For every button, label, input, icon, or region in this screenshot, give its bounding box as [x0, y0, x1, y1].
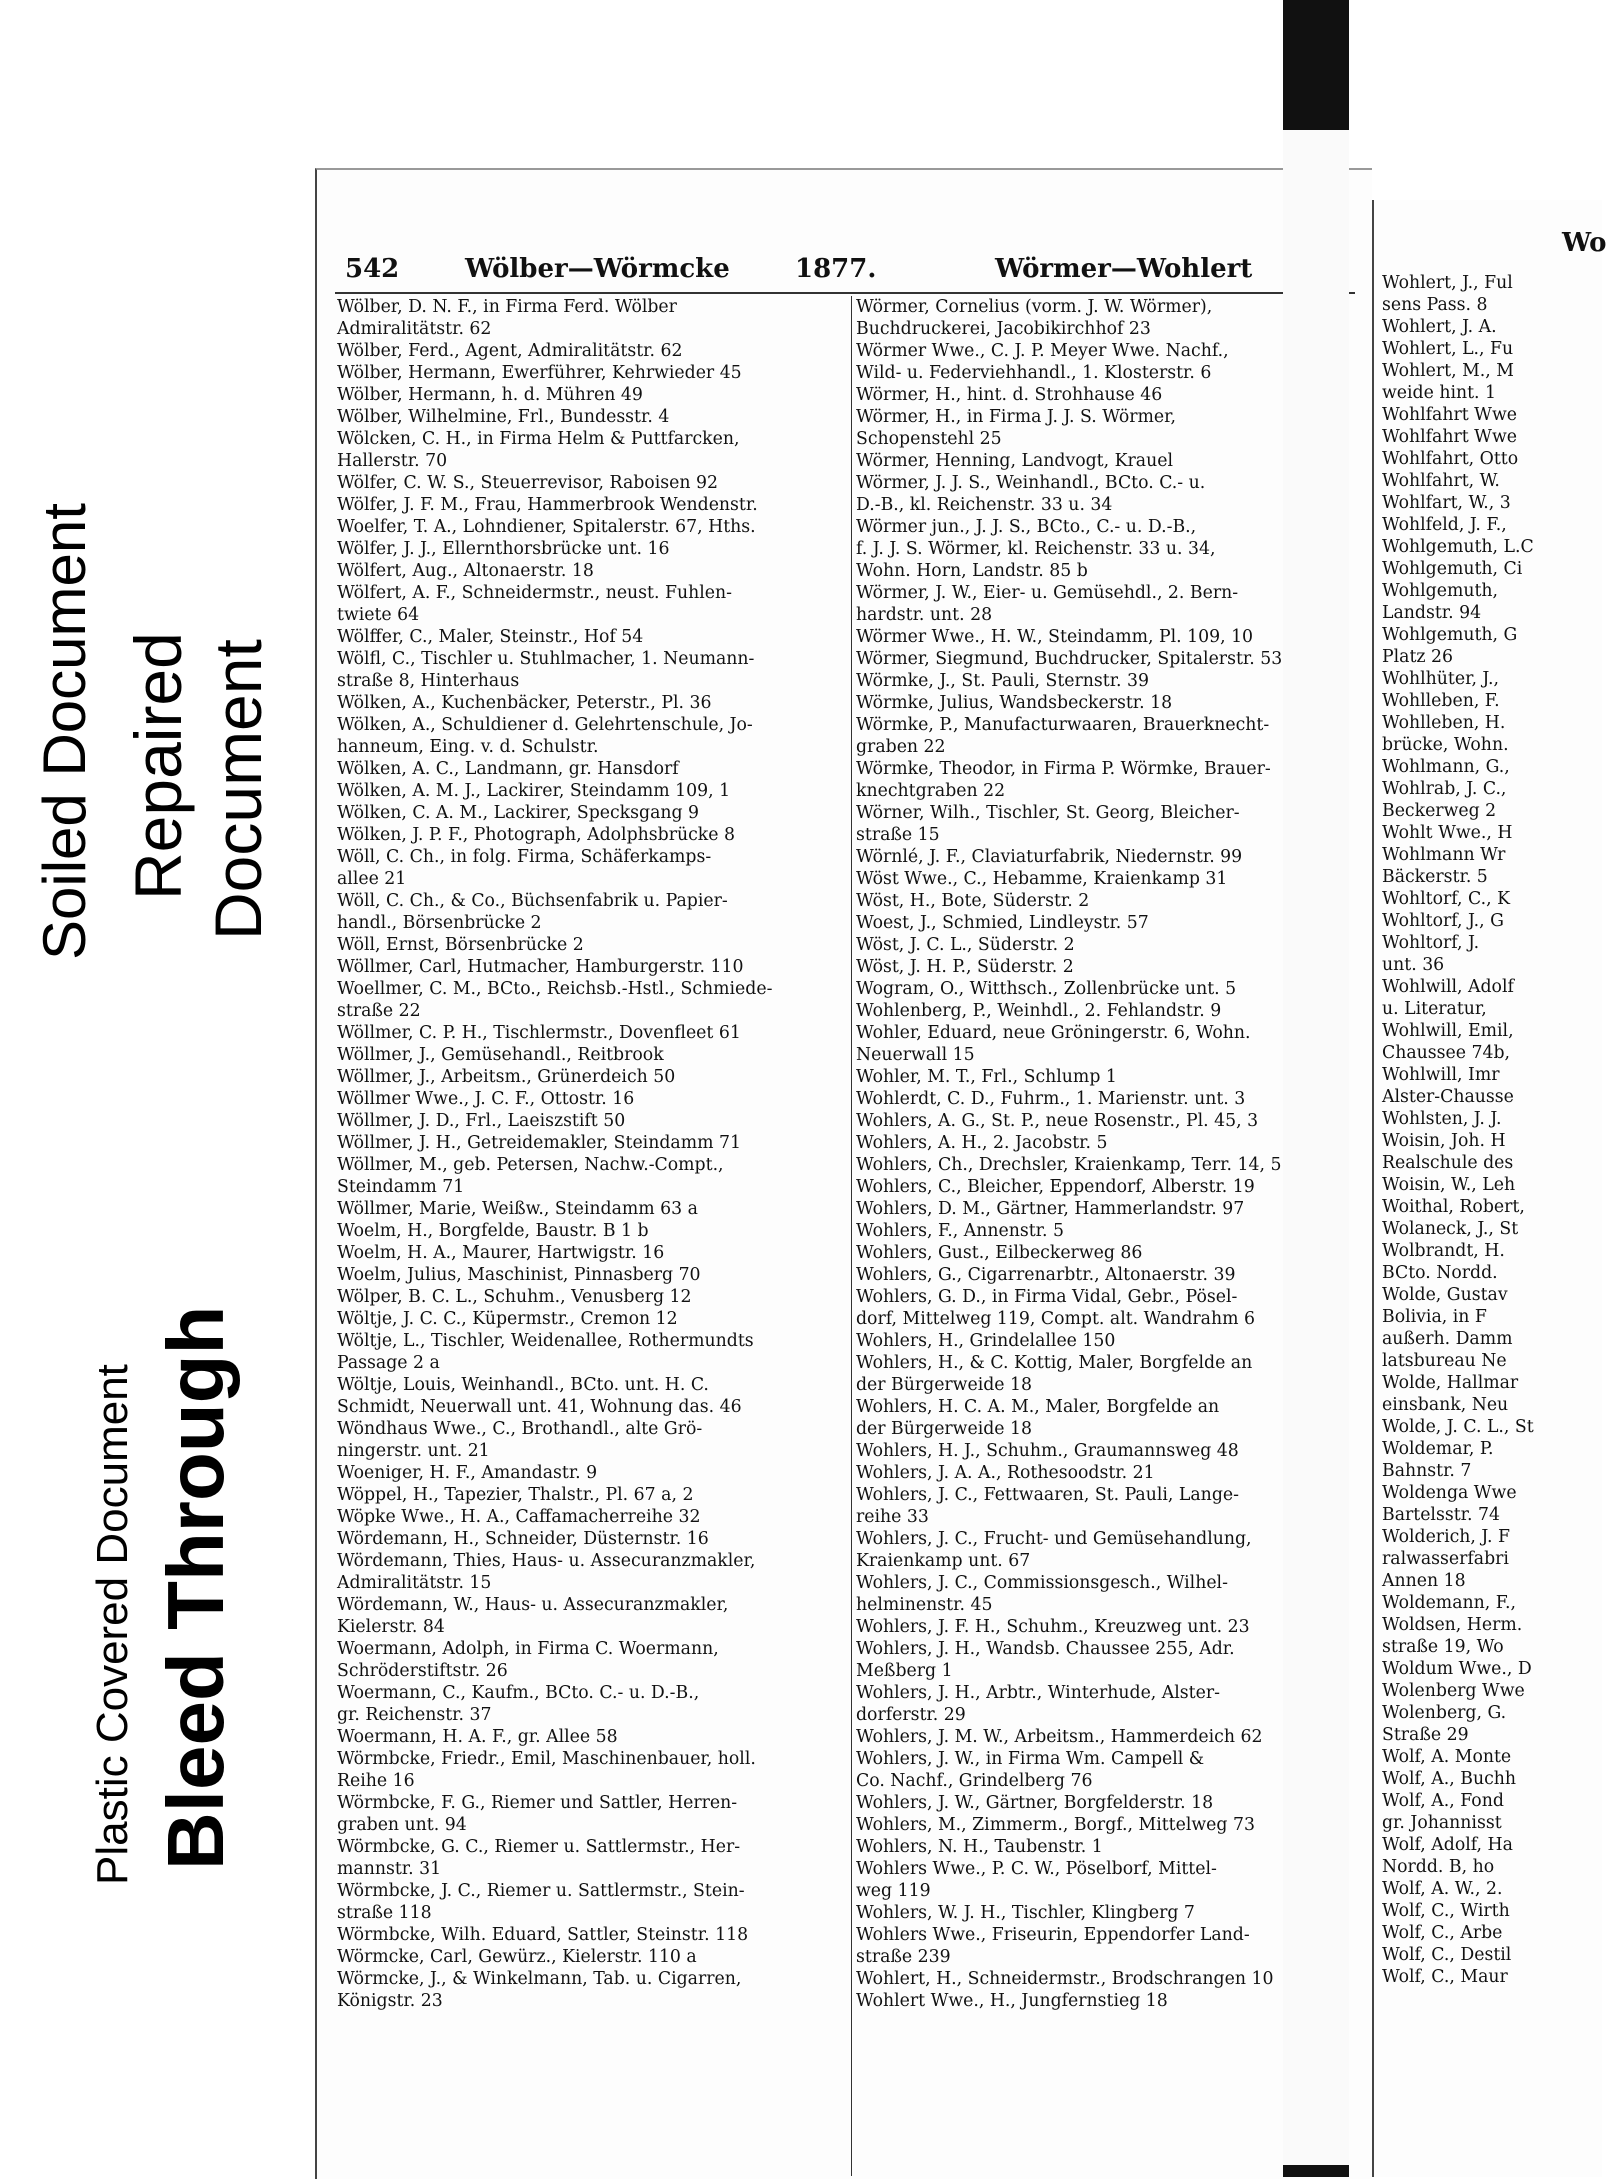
- directory-entry: Wohlrab, J. C.,: [1382, 779, 1507, 799]
- directory-entry: Wohlleben, H.: [1382, 713, 1506, 733]
- directory-entry: Wohlers, J. F. H., Schuhm., Kreuzweg unt. 23: [856, 1617, 1250, 1637]
- directory-entry: Wohlers, W. J. H., Tischler, Klingberg 7: [856, 1903, 1195, 1923]
- directory-entry: Wolf, C., Maur: [1382, 1967, 1508, 1987]
- directory-entry: Wördemann, W., Haus- u. Assecuranzmakler,: [337, 1595, 729, 1615]
- directory-entry: Wolde, J. C. L., St: [1382, 1417, 1534, 1437]
- directory-entry: Alster-Chausse: [1382, 1087, 1514, 1107]
- directory-entry: Wörmbcke, F. G., Riemer und Sattler, Herren-: [337, 1793, 738, 1813]
- directory-entry: Wölfer, C. W. S., Steuerrevisor, Raboisen 92: [337, 473, 718, 493]
- directory-entry: Landstr. 94: [1382, 603, 1482, 623]
- directory-entry: Wolderich, J. F: [1382, 1527, 1510, 1547]
- directory-entry: Wohlhüter, J.,: [1382, 669, 1500, 689]
- directory-entry: Wogram, O., Witthsch., Zollenbrücke unt. 5: [856, 979, 1237, 999]
- directory-entry: Wörner, Wilh., Tischler, St. Georg, Bleicher-: [856, 803, 1240, 823]
- directory-entry: Schopenstehl 25: [856, 429, 1002, 449]
- document-label: Document: [201, 639, 275, 940]
- directory-entry: allee 21: [337, 869, 407, 889]
- directory-entry: Wöll, C. Ch., & Co., Büchsenfabrik u. Papier-: [337, 891, 728, 911]
- directory-entry: Wörmke, Theodor, in Firma P. Wörmke, Brauer-: [856, 759, 1271, 779]
- directory-entry: Buchdruckerei, Jacobikirchhof 23: [856, 319, 1151, 339]
- directory-entry: Wohlgemuth, L.C: [1382, 537, 1534, 557]
- directory-entry: helminenstr. 45: [856, 1595, 993, 1615]
- directory-entry: Wohler, M. T., Frl., Schlump 1: [856, 1067, 1117, 1087]
- directory-entry: Woithal, Robert,: [1382, 1197, 1525, 1217]
- directory-entry: ningerstr. unt. 21: [337, 1441, 490, 1461]
- directory-entry: Woermann, C., Kaufm., BCto. C.- u. D.-B.,: [337, 1683, 700, 1703]
- directory-entry: Wörmer, J. W., Eier- u. Gemüsehdl., 2. Bern-: [856, 583, 1239, 603]
- directory-entry: Wohlfahrt, W.: [1382, 471, 1500, 491]
- directory-entry: Wohlers, A. H., 2. Jacobstr. 5: [856, 1133, 1108, 1153]
- directory-entry: Woelm, H., Borgfelde, Baustr. B 1 b: [337, 1221, 649, 1241]
- directory-entry: Wolf, A., Buchh: [1382, 1769, 1517, 1789]
- directory-entry: Wöppel, H., Tapezier, Thalstr., Pl. 67 a, 2: [337, 1485, 694, 1505]
- directory-entry: Wolaneck, J., St: [1382, 1219, 1519, 1239]
- directory-entry: Wohltorf, C., K: [1382, 889, 1511, 909]
- directory-entry: Wörmer, Siegmund, Buchdrucker, Spitalerstr. 53: [856, 649, 1283, 669]
- directory-entry: Wohlleben, F.: [1382, 691, 1500, 711]
- directory-entry: ralwasserfabri: [1382, 1549, 1509, 1569]
- directory-entry: Wohlers, J. C., Frucht- und Gemüsehandlung,: [856, 1529, 1252, 1549]
- directory-entry: Wörmke, Julius, Wandsbeckerstr. 18: [856, 693, 1173, 713]
- directory-entry: Wohlfart, W., 3: [1382, 493, 1511, 513]
- directory-entry: weide hint. 1: [1382, 383, 1497, 403]
- directory-entry: der Bürgerweide 18: [856, 1419, 1033, 1439]
- directory-entry: gr. Johannisst: [1382, 1813, 1502, 1833]
- overlay-labels: [0, 0, 330, 2177]
- directory-entry: Wohlers, Ch., Drechsler, Kraienkamp, Terr. 14, 5: [856, 1155, 1282, 1175]
- directory-entry: Wöst Wwe., C., Hebamme, Kraienkamp 31: [856, 869, 1228, 889]
- directory-entry: u. Literatur,: [1382, 999, 1487, 1019]
- directory-entry: Annen 18: [1382, 1571, 1466, 1591]
- directory-entry: Wohlers, H. C. A. M., Maler, Borgfelde an: [856, 1397, 1220, 1417]
- directory-entry: unt. 36: [1382, 955, 1445, 975]
- directory-entry: Wölber, D. N. F., in Firma Ferd. Wölber: [337, 297, 677, 317]
- plastic-covered-label: Plastic Covered Document: [88, 1364, 137, 1885]
- directory-entry: Wohlers, F., Annenstr. 5: [856, 1221, 1065, 1241]
- directory-entry: Wohlers Wwe., Friseurin, Eppendorfer Land-: [856, 1925, 1250, 1945]
- directory-entry: Wörmer, Henning, Landvogt, Krauel: [856, 451, 1173, 471]
- directory-entry: Wolbrandt, H.: [1382, 1241, 1505, 1261]
- directory-entry: Wohlfahrt, Otto: [1382, 449, 1519, 469]
- directory-entry: Wörmcke, J., & Winkelmann, Tab. u. Cigarren,: [337, 1969, 742, 1989]
- directory-entry: Wörmke, J., St. Pauli, Sternstr. 39: [856, 671, 1150, 691]
- directory-entry: Wördemann, Thies, Haus- u. Assecuranzmakler,: [337, 1551, 756, 1571]
- directory-entry: Bartelsstr. 74: [1382, 1505, 1500, 1525]
- directory-entry: Wölfert, Aug., Altonaerstr. 18: [337, 561, 594, 581]
- directory-entry: Wörmer Wwe., C. J. P. Meyer Wwe. Nachf.,: [856, 341, 1229, 361]
- directory-entry: brücke, Wohn.: [1382, 735, 1509, 755]
- directory-entry: Wöll, C. Ch., in folg. Firma, Schäferkamps-: [337, 847, 712, 867]
- directory-entry: Woldum Wwe., D: [1382, 1659, 1532, 1679]
- directory-entry: Wohlmann, G.,: [1382, 757, 1510, 777]
- directory-entry: Woelm, H. A., Maurer, Hartwigstr. 16: [337, 1243, 665, 1263]
- directory-entry: Wohlert Wwe., H., Jungfernstieg 18: [856, 1991, 1168, 2011]
- directory-entry: Woellmer, C. M., BCto., Reichsb.-Hstl., Schmiede-: [337, 979, 773, 999]
- adjacent-page-column: [1382, 272, 1602, 2172]
- directory-entry: Schröderstiftstr. 26: [337, 1661, 508, 1681]
- bleed-through-label: Bleed Through: [151, 1305, 240, 1870]
- page-number: 542: [345, 254, 400, 284]
- directory-entry: Wöll, Ernst, Börsenbrücke 2: [337, 935, 584, 955]
- directory-entry: Wölfer, J. F. M., Frau, Hammerbrook Wendenstr.: [337, 495, 758, 515]
- directory-entry: Wohlers, H., Grindelallee 150: [856, 1331, 1116, 1351]
- directory-entry: Hallerstr. 70: [337, 451, 448, 471]
- page-header: [335, 240, 1355, 294]
- directory-entry: Wöllmer, J. D., Frl., Laeiszstift 50: [337, 1111, 626, 1131]
- directory-entry: sens Pass. 8: [1382, 295, 1488, 315]
- directory-entry: Wöltje, L., Tischler, Weidenallee, Rothermundts: [337, 1331, 754, 1351]
- directory-entry: Wolde, Gustav: [1382, 1285, 1508, 1305]
- directory-entry: Wohlwill, Emil,: [1382, 1021, 1514, 1041]
- directory-entry: Wohlers, J. A. A., Rothesoodstr. 21: [856, 1463, 1155, 1483]
- directory-entry: Woeniger, H. F., Amandastr. 9: [337, 1463, 598, 1483]
- directory-entry: Woest, J., Schmied, Lindleystr. 57: [856, 913, 1149, 933]
- directory-entry: straße 118: [337, 1903, 432, 1923]
- directory-entry: Wölcken, C. H., in Firma Helm & Puttfarcken,: [337, 429, 740, 449]
- directory-entry: Meßberg 1: [856, 1661, 953, 1681]
- directory-entry: Wolde, Hallmar: [1382, 1373, 1519, 1393]
- directory-entry: Woisin, W., Leh: [1382, 1175, 1516, 1195]
- directory-entry: Wördemann, H., Schneider, Düsternstr. 16: [337, 1529, 709, 1549]
- directory-entry: Wölber, Hermann, h. d. Mühren 49: [337, 385, 643, 405]
- directory-entry: Wöst, J. H. P., Süderstr. 2: [856, 957, 1074, 977]
- adjacent-page: [1372, 200, 1606, 2177]
- directory-entry: Wörmer, H., hint. d. Strohhause 46: [856, 385, 1163, 405]
- directory-entry: Wöndhaus Wwe., C., Brothandl., alte Grö-: [337, 1419, 703, 1439]
- directory-entry: gr. Reichenstr. 37: [337, 1705, 492, 1725]
- directory-entry: Realschule des: [1382, 1153, 1514, 1173]
- soiled-document-label: Soiled Document: [31, 503, 98, 960]
- directory-entry: der Bürgerweide 18: [856, 1375, 1033, 1395]
- directory-entry: Wohlert, J. A.: [1382, 317, 1497, 337]
- directory-entry: Wölken, J. P. F., Photograph, Adolphsbrücke 8: [337, 825, 735, 845]
- directory-entry: Co. Nachf., Grindelberg 76: [856, 1771, 1093, 1791]
- directory-entry: straße 22: [337, 1001, 421, 1021]
- directory-entry: Wolenberg, G.: [1382, 1703, 1507, 1723]
- directory-entry: Wohlers, M., Zimmerm., Borgf., Mittelweg 73: [856, 1815, 1255, 1835]
- binding-gap: [1283, 130, 1349, 2165]
- directory-entry: twiete 64: [337, 605, 420, 625]
- directory-entry: Wohlers, Gust., Eilbeckerweg 86: [856, 1243, 1143, 1263]
- directory-entry: Wöltje, Louis, Weinhandl., BCto. unt. H. C.: [337, 1375, 709, 1395]
- directory-entry: graben unt. 94: [337, 1815, 467, 1835]
- directory-entry: Wohlwill, Imr: [1382, 1065, 1500, 1085]
- directory-entry: Wohlers, C., Bleicher, Eppendorf, Alberstr. 19: [856, 1177, 1255, 1197]
- directory-entry: Wohltorf, J., G: [1382, 911, 1504, 931]
- directory-entry: Wörmke, P., Manufacturwaaren, Brauerknecht-: [856, 715, 1270, 735]
- directory-entry: Wölfl, C., Tischler u. Stuhlmacher, 1. Neumann-: [337, 649, 755, 669]
- directory-entry: Wohlsten, J. J.: [1382, 1109, 1502, 1129]
- directory-entry: straße 8, Hinterhaus: [337, 671, 520, 691]
- directory-entry: latsbureau Ne: [1382, 1351, 1507, 1371]
- directory-entry: Passage 2 a: [337, 1353, 440, 1373]
- directory-entry: Wörmer, J. J. S., Weinhandl., BCto. C.- u.: [856, 473, 1206, 493]
- directory-entry: Wohlerdt, C. D., Fuhrm., 1. Marienstr. unt. 3: [856, 1089, 1246, 1109]
- directory-entry: knechtgraben 22: [856, 781, 1006, 801]
- directory-entry: Wolf, C., Wirth: [1382, 1901, 1510, 1921]
- directory-entry: Woldemann, F.,: [1382, 1593, 1517, 1613]
- directory-entry: Wohlert, L., Fu: [1382, 339, 1514, 359]
- directory-entry: Wörnlé, J. F., Claviaturfabrik, Niedernstr. 99: [856, 847, 1243, 867]
- directory-entry: Wolf, A. Monte: [1382, 1747, 1512, 1767]
- directory-entry: Wörmbcke, G. C., Riemer u. Sattlermstr., Her-: [337, 1837, 741, 1857]
- directory-entry: Woelfer, T. A., Lohndiener, Spitalerstr. 67, Hths.: [337, 517, 756, 537]
- directory-entry: Wohlers, G. D., in Firma Vidal, Gebr., Pösel-: [856, 1287, 1238, 1307]
- directory-entry: Wohlers, H., & C. Kottig, Maler, Borgfelde an: [856, 1353, 1253, 1373]
- directory-entry: Bolivia, in F: [1382, 1307, 1487, 1327]
- directory-entry: Wohlers, G., Cigarrenarbtr., Altonaerstr. 39: [856, 1265, 1236, 1285]
- directory-entry: Nordd. B, ho: [1382, 1857, 1495, 1877]
- directory-entry: Wörmer, Cornelius (vorm. J. W. Wörmer),: [856, 297, 1213, 317]
- directory-entry: Wohlfahrt Wwe: [1382, 405, 1517, 425]
- directory-entry: dorferstr. 29: [856, 1705, 966, 1725]
- directory-entry: straße 15: [856, 825, 940, 845]
- left-column: [337, 296, 827, 2176]
- directory-entry: Reihe 16: [337, 1771, 415, 1791]
- directory-entry: Wöllmer, J., Arbeitsm., Grünerdeich 50: [337, 1067, 676, 1087]
- directory-entry: weg 119: [856, 1881, 931, 1901]
- directory-entry: Wörmcke, Carl, Gewürz., Kielerstr. 110 a: [337, 1947, 697, 1967]
- directory-entry: außerh. Damm: [1382, 1329, 1513, 1349]
- directory-entry: Wohlert, M., M: [1382, 361, 1514, 381]
- directory-entry: Wöst, J. C. L., Süderstr. 2: [856, 935, 1075, 955]
- directory-entry: Wohlers Wwe., P. C. W., Pöselborf, Mittel-: [856, 1859, 1217, 1879]
- directory-entry: Wöpke Wwe., H. A., Caffamacherreihe 32: [337, 1507, 701, 1527]
- directory-entry: Wohlert, H., Schneidermstr., Brodschrangen 10: [856, 1969, 1274, 1989]
- directory-entry: Beckerweg 2: [1382, 801, 1497, 821]
- directory-entry: mannstr. 31: [337, 1859, 442, 1879]
- directory-entry: Bahnstr. 7: [1382, 1461, 1472, 1481]
- directory-entry: Wörmbcke, J. C., Riemer u. Sattlermstr., Stein-: [337, 1881, 745, 1901]
- directory-entry: Wolenberg Wwe: [1382, 1681, 1525, 1701]
- directory-entry: Straße 29: [1382, 1725, 1469, 1745]
- directory-entry: Wöltje, J. C. C., Küpermstr., Cremon 12: [337, 1309, 678, 1329]
- directory-entry: Schmidt, Neuerwall unt. 41, Wohnung das. 46: [337, 1397, 742, 1417]
- directory-entry: reihe 33: [856, 1507, 929, 1527]
- directory-entry: Wohlers, D. M., Gärtner, Hammerlandstr. 97: [856, 1199, 1245, 1219]
- directory-entry: Admiralitätstr. 15: [337, 1573, 492, 1593]
- directory-entry: Wohlers, J. H., Wandsb. Chaussee 255, Adr.: [856, 1639, 1235, 1659]
- directory-entry: graben 22: [856, 737, 946, 757]
- directory-entry: Wörmer Wwe., H. W., Steindamm, Pl. 109, 10: [856, 627, 1254, 647]
- directory-entry: Wohlenberg, P., Weinhdl., 2. Fehlandstr. 9: [856, 1001, 1222, 1021]
- directory-entry: Bäckerstr. 5: [1382, 867, 1488, 887]
- directory-entry: hardstr. unt. 28: [856, 605, 993, 625]
- directory-entry: Wöst, H., Bote, Süderstr. 2: [856, 891, 1090, 911]
- directory-entry: Wölken, A., Schuldiener d. Gelehrtenschule, Jo-: [337, 715, 753, 735]
- directory-entry: Wörmer, H., in Firma J. J. S. Wörmer,: [856, 407, 1176, 427]
- directory-entry: Woldsen, Herm.: [1382, 1615, 1523, 1635]
- directory-entry: Wöllmer Wwe., J. C. F., Ottostr. 16: [337, 1089, 635, 1109]
- directory-entry: Wölken, C. A. M., Lackirer, Specksgang 9: [337, 803, 700, 823]
- directory-entry: Wohltorf, J.: [1382, 933, 1480, 953]
- directory-entry: Wolf, A. W., 2.: [1382, 1879, 1503, 1899]
- directory-entry: Wöllmer, J., Gemüsehandl., Reitbrook: [337, 1045, 664, 1065]
- directory-entry: Wohlfeld, J. F.,: [1382, 515, 1507, 535]
- directory-entry: Wölper, B. C. L., Schuhm., Venusberg 12: [337, 1287, 692, 1307]
- directory-entry: Wohlmann Wr: [1382, 845, 1506, 865]
- directory-entry: Wölber, Hermann, Ewerführer, Kehrwieder 45: [337, 363, 742, 383]
- directory-entry: Wohlt Wwe., H: [1382, 823, 1513, 843]
- left-running-title: Wölber—Wörmcke: [465, 254, 730, 284]
- directory-entry: Wohlers, J. W., Gärtner, Borgfelderstr. 18: [856, 1793, 1214, 1813]
- directory-entry: Wölber, Ferd., Agent, Admiralitätstr. 62: [337, 341, 683, 361]
- directory-entry: Wild- u. Federviehhandl., 1. Klosterstr. 6: [856, 363, 1212, 383]
- directory-entry: dorf, Mittelweg 119, Compt. alt. Wandrahm 6: [856, 1309, 1255, 1329]
- directory-entry: Wölken, A. M. J., Lackirer, Steindamm 109, 1: [337, 781, 731, 801]
- right-running-title: Wörmer—Wohlert: [995, 254, 1253, 284]
- directory-entry: Wohlers, J. H., Arbtr., Winterhude, Alster-: [856, 1683, 1220, 1703]
- directory-entry: straße 19, Wo: [1382, 1637, 1504, 1657]
- directory-entry: f. J. J. S. Wörmer, kl. Reichenstr. 33 u. 34,: [856, 539, 1216, 559]
- directory-entry: Wohlert, J., Ful: [1382, 273, 1513, 293]
- directory-entry: Steindamm 71: [337, 1177, 465, 1197]
- directory-entry: Woldenga Wwe: [1382, 1483, 1517, 1503]
- directory-entry: Wörmbcke, Wilh. Eduard, Sattler, Steinstr. 118: [337, 1925, 749, 1945]
- directory-entry: Woermann, Adolph, in Firma C. Woermann,: [337, 1639, 719, 1659]
- directory-entry: Wohlgemuth, G: [1382, 625, 1518, 645]
- directory-entry: Wohlers, H. J., Schuhm., Graumannsweg 48: [856, 1441, 1239, 1461]
- directory-entry: Woermann, H. A. F., gr. Allee 58: [337, 1727, 618, 1747]
- directory-entry: handl., Börsenbrücke 2: [337, 913, 542, 933]
- directory-entry: Wölfer, J. J., Ellernthorsbrücke unt. 16: [337, 539, 670, 559]
- directory-entry: Wolf, A., Fond: [1382, 1791, 1504, 1811]
- directory-entry: BCto. Nordd.: [1382, 1263, 1498, 1283]
- directory-entry: Wolf, C., Destil: [1382, 1945, 1512, 1965]
- directory-entry: straße 239: [856, 1947, 951, 1967]
- directory-entry: Woisin, Joh. H: [1382, 1131, 1506, 1151]
- directory-entry: Chaussee 74b,: [1382, 1043, 1511, 1063]
- directory-entry: Woldemar, P.: [1382, 1439, 1494, 1459]
- directory-entry: Wolf, C., Arbe: [1382, 1923, 1503, 1943]
- directory-entry: Wölken, A. C., Landmann, gr. Hansdorf: [337, 759, 679, 779]
- directory-entry: Kraienkamp unt. 67: [856, 1551, 1031, 1571]
- directory-entry: Wohlfahrt Wwe: [1382, 427, 1517, 447]
- directory-entry: Wölfert, A. F., Schneidermstr., neust. Fuhlen-: [337, 583, 732, 603]
- directory-entry: Wöllmer, Carl, Hutmacher, Hamburgerstr. 110: [337, 957, 744, 977]
- directory-entry: Wohlers, A. G., St. P., neue Rosenstr., Pl. 45, 3: [856, 1111, 1259, 1131]
- directory-entry: Wöllmer, M., geb. Petersen, Nachw.-Compt.,: [337, 1155, 724, 1175]
- directory-entry: Admiralitätstr. 62: [337, 319, 492, 339]
- directory-entry: Wohlgemuth,: [1382, 581, 1499, 601]
- directory-entry: Wohlers, J. W., in Firma Wm. Campell &: [856, 1749, 1205, 1769]
- directory-entry: Wohlers, J. M. W., Arbeitsm., Hammerdeich 62: [856, 1727, 1263, 1747]
- directory-entry: Wörmer jun., J. J. S., BCto., C.- u. D.-B.,: [856, 517, 1197, 537]
- directory-entry: Wölber, Wilhelmine, Frl., Bundesstr. 4: [337, 407, 670, 427]
- directory-entry: Wöllmer, Marie, Weißw., Steindamm 63 a: [337, 1199, 698, 1219]
- directory-entry: D.-B., kl. Reichenstr. 33 u. 34: [856, 495, 1113, 515]
- directory-entry: Wohlers, J. C., Commissionsgesch., Wilhel-: [856, 1573, 1228, 1593]
- directory-entry: Platz 26: [1382, 647, 1453, 667]
- directory-entry: Wolf, Adolf, Ha: [1382, 1835, 1513, 1855]
- directory-entry: hanneum, Eing. v. d. Schulstr.: [337, 737, 599, 757]
- directory-entry: Wohlgemuth, Ci: [1382, 559, 1523, 579]
- directory-entry: Wohler, Eduard, neue Gröningerstr. 6, Wohn.: [856, 1023, 1251, 1043]
- directory-entry: Wöllmer, C. P. H., Tischlermstr., Dovenfleet 61: [337, 1023, 741, 1043]
- directory-entry: Wölken, A., Kuchenbäcker, Peterstr., Pl. 36: [337, 693, 712, 713]
- directory-entry: Königstr. 23: [337, 1991, 443, 2011]
- repaired-label: Repaired: [121, 632, 195, 900]
- directory-entry: Wörmbcke, Friedr., Emil, Maschinenbauer, holl.: [337, 1749, 756, 1769]
- directory-entry: Neuerwall 15: [856, 1045, 975, 1065]
- directory-entry: Kielerstr. 84: [337, 1617, 445, 1637]
- directory-entry: Wohlers, N. H., Taubenstr. 1: [856, 1837, 1103, 1857]
- directory-entry: Wölffer, C., Maler, Steinstr., Hof 54: [337, 627, 644, 647]
- right-column: [851, 296, 1346, 2176]
- adjacent-page-title: Wo: [1562, 228, 1606, 258]
- directory-entry: Wohn. Horn, Landstr. 85 b: [856, 561, 1088, 581]
- directory-entry: Wöllmer, J. H., Getreidemakler, Steindamm 71: [337, 1133, 741, 1153]
- directory-entry: einsbank, Neu: [1382, 1395, 1509, 1415]
- directory-entry: Wohlwill, Adolf: [1382, 977, 1514, 997]
- directory-entry: Wohlers, J. C., Fettwaaren, St. Pauli, Lange-: [856, 1485, 1239, 1505]
- directory-entry: Woelm, Julius, Maschinist, Pinnasberg 70: [337, 1265, 701, 1285]
- year: 1877.: [795, 254, 877, 284]
- directory-page: [315, 168, 1372, 2179]
